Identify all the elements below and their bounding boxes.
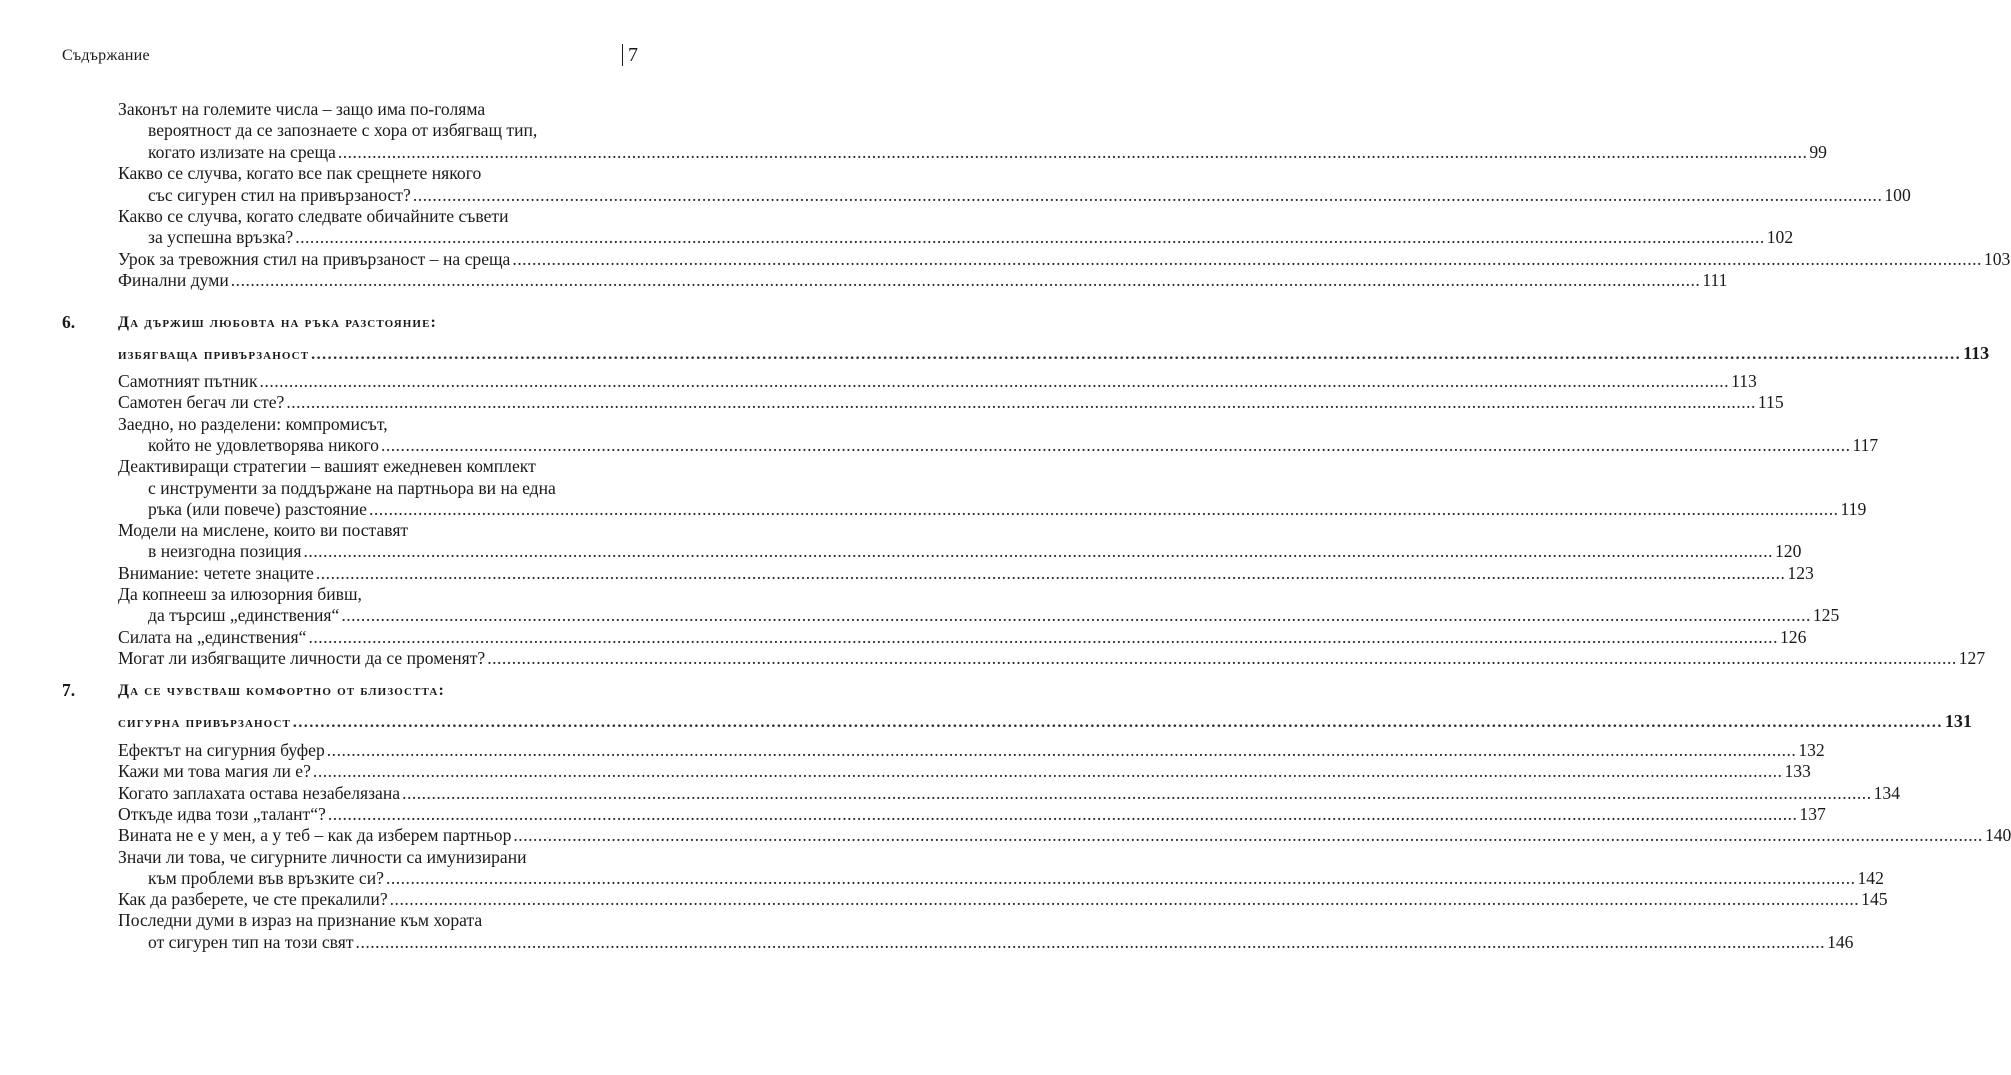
toc-entry-text: Модели на мислене, които ви поставят (118, 520, 409, 541)
toc-entry-text: Когато заплахата остава незабелязана (118, 782, 401, 803)
toc-entry-text: когато излизате на среща (148, 141, 336, 162)
toc-entry-text: Какво се случва, когато все пак срещнете някого (118, 163, 482, 184)
dot-leader: ............................................................................................................................................................................................................................................................................................................ (513, 825, 1983, 846)
toc-entry-text: Да се чувстваш комфортно от близостта: (118, 682, 445, 699)
toc-entry-text: със сигурен стил на привързаност? (148, 184, 411, 205)
toc-entry-line (148, 184, 1911, 206)
dot-leader: ............................................................................................................................................................................................................................................................................................................ (337, 141, 1808, 162)
toc-entry-text: Силата на „единствения“ (118, 626, 307, 647)
toc-entry-line (118, 761, 1811, 782)
toc-entry-line (118, 584, 637, 605)
toc-entry-text: Как да разберете, че сте прекалили? (118, 889, 388, 910)
toc-entry-text: който не удовлетворява никого (148, 434, 379, 455)
chapter-title (118, 711, 1972, 732)
toc-entry-line (148, 434, 1879, 456)
chapter-title (118, 312, 637, 333)
chapter-title (118, 680, 637, 701)
dot-leader: ............................................................................................................................................................................................................................................................................................................ (341, 605, 1811, 626)
dot-leader: ............................................................................................................................................................................................................................................................................................................ (292, 714, 1943, 731)
toc-page-number: 113 (1963, 343, 1990, 363)
toc-entry-line (118, 414, 637, 435)
toc-entry-line (118, 456, 637, 477)
toc-page-number: 140 (1984, 825, 2011, 846)
toc-entry-text: в неизгодна позиция (148, 541, 302, 562)
dot-leader: ............................................................................................................................................................................................................................................................................................................ (326, 740, 1797, 760)
toc-page-number: 111 (1702, 270, 1728, 291)
dot-leader: ............................................................................................................................................................................................................................................................................................................ (286, 392, 1756, 413)
toc-entry-text: да търсиш „единствения“ (148, 605, 340, 626)
toc-page-number: 142 (1857, 867, 1884, 888)
toc-entry-text: към проблеми във връзките си? (148, 867, 384, 888)
toc-page-number: 120 (1774, 541, 1802, 562)
toc-page-number: 126 (1779, 626, 1807, 647)
chapter-number: 7. (62, 680, 76, 700)
chapter-title (118, 343, 1990, 364)
toc-entry-text: сигурна привързаност (118, 714, 291, 731)
toc-entry-line (148, 141, 1827, 163)
dot-leader: ............................................................................................................................................................................................................................................................................................................ (412, 184, 1883, 205)
dot-leader: ............................................................................................................................................................................................................................................................................................................ (230, 270, 1701, 291)
dot-leader: ............................................................................................................................................................................................................................................................................................................ (380, 434, 1851, 455)
toc-entry-text: Заедно, но разделени: компромисът, (118, 413, 388, 434)
toc-entry-line (118, 910, 637, 931)
toc-entry-line (118, 562, 1814, 584)
toc-entry-text: от сигурен тип на този свят (148, 931, 354, 952)
toc-entry-text: вероятност да се запознаете с хора от избягващ тип, (148, 120, 538, 141)
dot-leader: ............................................................................................................................................................................................................................................................................................................ (355, 931, 1826, 952)
toc-entry-line (118, 206, 637, 227)
dot-leader: ............................................................................................................................................................................................................................................................................................................ (512, 248, 1982, 269)
toc-entry-line (118, 392, 1784, 413)
toc-entry-text: Последни думи в израз на признание към хората (118, 910, 483, 931)
toc-entry-text: Кажи ми това магия ли е? (118, 761, 311, 782)
dot-leader: ............................................................................................................................................................................................................................................................................................................ (487, 647, 1957, 668)
dot-leader: ............................................................................................................................................................................................................................................................................................................ (312, 761, 1783, 782)
toc-entry-line (148, 931, 1854, 953)
toc-entry-text: Значи ли това, че сигурните личности са имунизирани (118, 846, 527, 867)
page-number: 7 (628, 44, 638, 66)
toc-page-number: 134 (1873, 782, 1900, 803)
toc-entry-text: за успешна връзка? (148, 227, 294, 248)
dot-leader: ............................................................................................................................................................................................................................................................................................................ (315, 562, 1786, 583)
toc-entry-text: Деактивиращи стратегии – вашият ежедневен комплект (118, 456, 536, 477)
toc-entry-text: Ефектът на сигурния буфер (118, 740, 325, 760)
dot-leader: ............................................................................................................................................................................................................................................................................................................ (402, 782, 1872, 803)
toc-entry-text: Могат ли избягващите личности да се променят? (118, 647, 486, 668)
toc-entry-line (118, 647, 1986, 669)
toc-entry-line (148, 120, 637, 141)
toc-entry-line (118, 248, 2011, 270)
toc-entry-line (118, 99, 637, 120)
toc-page-number: 100 (1884, 184, 1911, 205)
toc-page-number: 113 (1731, 371, 1757, 391)
toc-entry-text: Внимание: четете знаците (118, 562, 314, 583)
toc-entry-text: Урок за тревожния стил на привързаност – на среща (118, 248, 511, 269)
toc-page-number: 146 (1827, 931, 1854, 952)
dot-leader: ............................................................................................................................................................................................................................................................................................................ (385, 867, 1856, 888)
toc-entry-text: Финални думи (118, 270, 229, 291)
toc-entry-line (118, 740, 1825, 761)
toc-page-number: 132 (1798, 740, 1825, 760)
toc-page-number: 123 (1787, 562, 1814, 583)
toc-page-number: 125 (1812, 605, 1840, 626)
toc-entry-text: Да копнееш за илюзорния бивш, (118, 584, 362, 604)
toc-page-number: 103 (1983, 248, 2011, 269)
dot-leader: ............................................................................................................................................................................................................................................................................................................ (311, 346, 1962, 363)
running-header-title: Съдържание (62, 47, 150, 64)
toc-entry-text: Вината не е у мен, а у теб – как да изберем партньор (118, 825, 512, 846)
toc-page-number: 119 (1840, 498, 1867, 519)
toc-entry-line (148, 541, 1802, 562)
toc-page-number: 145 (1861, 889, 1888, 910)
toc-entry-line (148, 498, 1867, 520)
toc-entry-line (118, 889, 1888, 910)
toc-entry-line (148, 227, 1794, 248)
toc-entry-text: Откъде идва този „талант“? (118, 803, 326, 824)
toc-entry-text: ръка (или повече) разстояние (148, 498, 367, 519)
dot-leader: ............................................................................................................................................................................................................................................................................................................ (389, 889, 1860, 910)
toc-entry-line (118, 520, 637, 541)
dot-leader: ............................................................................................................................................................................................................................................................................................................ (308, 626, 1778, 647)
toc-page-number: 99 (1809, 141, 1827, 162)
toc-entry-text: с инструменти за поддържане на партньора ви на една (148, 477, 556, 498)
toc-entry-line (118, 782, 1900, 804)
toc-page-number: 102 (1766, 227, 1794, 248)
toc-entry-text: Какво се случва, когато следвате обичайните съвети (118, 206, 509, 226)
toc-entry-line (118, 371, 1757, 392)
dot-leader: ............................................................................................................................................................................................................................................................................................................ (368, 498, 1839, 519)
toc-page-number: 117 (1852, 434, 1879, 455)
toc-entry-line (118, 825, 2011, 846)
dot-leader: ............................................................................................................................................................................................................................................................................................................ (259, 371, 1730, 391)
toc-entry-line (118, 626, 1807, 648)
toc-entry-line (148, 478, 637, 499)
toc-entry-line (148, 867, 1884, 889)
dot-leader: ............................................................................................................................................................................................................................................................................................................ (295, 227, 1765, 248)
toc-entry-line (118, 163, 637, 184)
toc-entry-text: избягваща привързаност (118, 346, 310, 363)
toc-entry-line (118, 847, 637, 868)
toc-page-number: 127 (1958, 647, 1986, 668)
toc-entry-text: Да държиш любовта на ръка разстояние: (118, 314, 437, 331)
toc-page-number: 115 (1757, 392, 1784, 413)
header-divider (622, 44, 623, 66)
toc-page-number: 131 (1944, 711, 1972, 731)
toc-page-number: 137 (1799, 803, 1826, 824)
chapter-number: 6. (62, 312, 76, 332)
toc-entry-text: Самотният пътник (118, 371, 258, 391)
toc-entry-line (148, 605, 1840, 626)
dot-leader: ............................................................................................................................................................................................................................................................................................................ (303, 541, 1773, 562)
toc-entry-text: Самотен бегач ли сте? (118, 392, 285, 413)
dot-leader: ............................................................................................................................................................................................................................................................................................................ (327, 803, 1798, 824)
toc-page-number: 133 (1784, 761, 1811, 782)
toc-entry-line (118, 803, 1826, 825)
toc-entry-text: Законът на големите числа – защо има по-голяма (118, 99, 486, 119)
toc-entry-line (118, 270, 1728, 291)
